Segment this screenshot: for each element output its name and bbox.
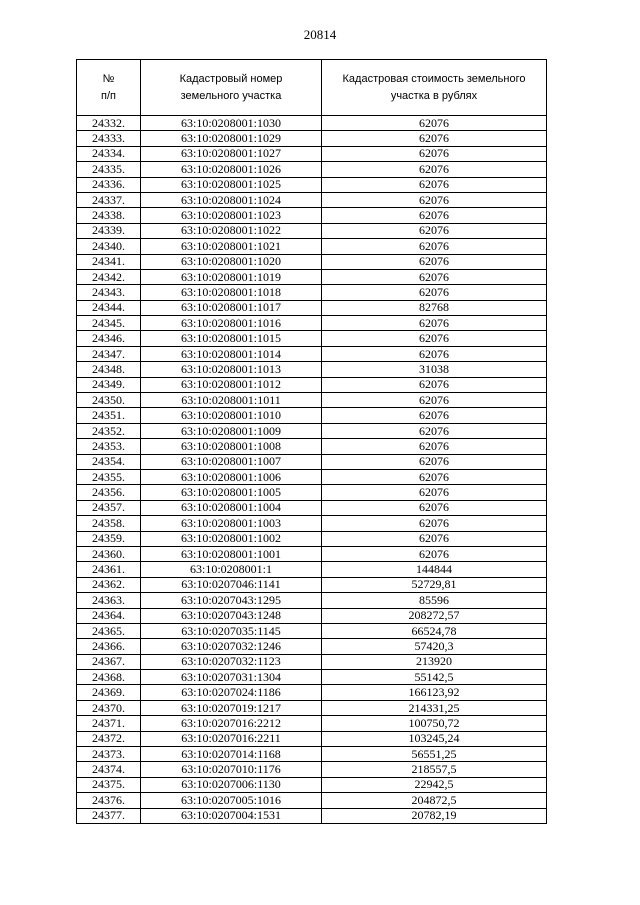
cell-cadastral-number: 63:10:0208001:1015 [141, 331, 322, 346]
cell-row-number: 24361. [77, 562, 141, 577]
cell-cadastral-number: 63:10:0208001:1027 [141, 146, 322, 161]
cell-cadastral-number: 63:10:0207032:1246 [141, 639, 322, 654]
table-row [77, 654, 547, 669]
cell-cadastral-value: 62076 [322, 269, 547, 284]
cell-row-number: 24359. [77, 531, 141, 546]
cell-row-number: 24366. [77, 639, 141, 654]
table-row [77, 670, 547, 685]
cell-row-number: 24338. [77, 208, 141, 223]
table-row [77, 254, 547, 269]
cell-row-number: 24360. [77, 546, 141, 561]
cell-row-number: 24333. [77, 131, 141, 146]
cell-cadastral-value: 56551,25 [322, 747, 547, 762]
cell-cadastral-number: 63:10:0207043:1248 [141, 608, 322, 623]
table-row [77, 269, 547, 284]
table-row [77, 439, 547, 454]
cell-row-number: 24349. [77, 377, 141, 392]
cell-cadastral-value: 82768 [322, 300, 547, 315]
cell-row-number: 24368. [77, 670, 141, 685]
table-row [77, 716, 547, 731]
cell-cadastral-value: 62076 [322, 485, 547, 500]
cell-cadastral-number: 63:10:0207035:1145 [141, 623, 322, 638]
cell-cadastral-value: 85596 [322, 593, 547, 608]
cell-row-number: 24369. [77, 685, 141, 700]
cell-cadastral-value: 62076 [322, 177, 547, 192]
table-row [77, 316, 547, 331]
cell-cadastral-number: 63:10:0208001:1 [141, 562, 322, 577]
cell-row-number: 24373. [77, 747, 141, 762]
cell-cadastral-value: 57420,3 [322, 639, 547, 654]
cell-cadastral-number: 63:10:0208001:1018 [141, 285, 322, 300]
table-row [77, 146, 547, 161]
cell-row-number: 24362. [77, 577, 141, 592]
cell-cadastral-value: 31038 [322, 362, 547, 377]
cell-cadastral-number: 63:10:0207031:1304 [141, 670, 322, 685]
cell-cadastral-value: 213920 [322, 654, 547, 669]
header-cadastral-value [322, 60, 547, 116]
cell-cadastral-number: 63:10:0208001:1004 [141, 500, 322, 515]
cell-row-number: 24344. [77, 300, 141, 315]
cell-row-number: 24358. [77, 516, 141, 531]
cell-cadastral-value: 55142,5 [322, 670, 547, 685]
cell-cadastral-number: 63:10:0208001:1009 [141, 423, 322, 438]
cell-row-number: 24351. [77, 408, 141, 423]
cell-cadastral-value: 66524,78 [322, 623, 547, 638]
table-body [77, 116, 547, 824]
cell-row-number: 24374. [77, 762, 141, 777]
table-row [77, 577, 547, 592]
cell-row-number: 24375. [77, 777, 141, 792]
table-row [77, 116, 547, 131]
table-row [77, 639, 547, 654]
cell-row-number: 24365. [77, 623, 141, 638]
cell-cadastral-number: 63:10:0207005:1016 [141, 793, 322, 808]
cell-cadastral-value: 62076 [322, 146, 547, 161]
table-row [77, 608, 547, 623]
cell-cadastral-number: 63:10:0208001:1002 [141, 531, 322, 546]
cell-cadastral-number: 63:10:0208001:1023 [141, 208, 322, 223]
cell-cadastral-value: 62076 [322, 131, 547, 146]
cell-row-number: 24354. [77, 454, 141, 469]
header-row-number-label: № п/п [101, 72, 116, 102]
cell-cadastral-value: 214331,25 [322, 700, 547, 715]
header-cadastral-value-label: Кадастровая стоимость земельного участка в рублях [342, 72, 526, 102]
cell-cadastral-number: 63:10:0208001:1014 [141, 346, 322, 361]
cell-row-number: 24377. [77, 808, 141, 823]
cell-cadastral-number: 63:10:0207016:2212 [141, 716, 322, 731]
cell-cadastral-value: 62076 [322, 223, 547, 238]
cell-cadastral-number: 63:10:0208001:1020 [141, 254, 322, 269]
table-row [77, 131, 547, 146]
cell-row-number: 24357. [77, 500, 141, 515]
cell-cadastral-value: 62076 [322, 254, 547, 269]
cadastral-value-table [76, 59, 547, 824]
cell-cadastral-value: 144844 [322, 562, 547, 577]
table-row [77, 562, 547, 577]
cell-cadastral-value: 62076 [322, 393, 547, 408]
table-row [77, 346, 547, 361]
page-number: 20814 [303, 27, 337, 42]
cell-cadastral-number: 63:10:0208001:1026 [141, 162, 322, 177]
cell-row-number: 24339. [77, 223, 141, 238]
cell-cadastral-value: 62076 [322, 331, 547, 346]
cell-cadastral-value: 103245,24 [322, 731, 547, 746]
cell-row-number: 24370. [77, 700, 141, 715]
cell-row-number: 24367. [77, 654, 141, 669]
table-row [77, 623, 547, 638]
cell-cadastral-number: 63:10:0208001:1013 [141, 362, 322, 377]
cell-row-number: 24348. [77, 362, 141, 377]
cell-cadastral-value: 62076 [322, 408, 547, 423]
cell-cadastral-value: 166123,92 [322, 685, 547, 700]
cell-cadastral-value: 52729,81 [322, 577, 547, 592]
cell-row-number: 24345. [77, 316, 141, 331]
table-row [77, 192, 547, 207]
table-row [77, 793, 547, 808]
cell-cadastral-number: 63:10:0208001:1010 [141, 408, 322, 423]
cell-cadastral-number: 63:10:0208001:1012 [141, 377, 322, 392]
table-row [77, 500, 547, 515]
cell-cadastral-number: 63:10:0208001:1011 [141, 393, 322, 408]
table-row [77, 300, 547, 315]
cell-row-number: 24336. [77, 177, 141, 192]
cell-cadastral-number: 63:10:0208001:1006 [141, 469, 322, 484]
table-header-row [77, 60, 547, 116]
header-row-number [77, 60, 141, 116]
table-row [77, 700, 547, 715]
header-cadastral-number-label: Кадастровый номер земельного участка [179, 72, 283, 102]
cell-row-number: 24363. [77, 593, 141, 608]
cell-cadastral-value: 218557,5 [322, 762, 547, 777]
cell-cadastral-number: 63:10:0208001:1030 [141, 116, 322, 131]
table-row [77, 377, 547, 392]
cell-cadastral-value: 62076 [322, 239, 547, 254]
cell-cadastral-value: 20782,19 [322, 808, 547, 823]
cell-cadastral-value: 62076 [322, 316, 547, 331]
cell-cadastral-number: 63:10:0207010:1176 [141, 762, 322, 777]
cell-cadastral-number: 63:10:0208001:1022 [141, 223, 322, 238]
cell-cadastral-number: 63:10:0207032:1123 [141, 654, 322, 669]
cell-row-number: 24332. [77, 116, 141, 131]
table-row [77, 777, 547, 792]
cell-cadastral-value: 62076 [322, 377, 547, 392]
table-row [77, 762, 547, 777]
cell-row-number: 24347. [77, 346, 141, 361]
table-row [77, 546, 547, 561]
header-cadastral-number [141, 60, 322, 116]
table-row [77, 177, 547, 192]
cell-cadastral-number: 63:10:0207004:1531 [141, 808, 322, 823]
cell-cadastral-value: 62076 [322, 162, 547, 177]
cell-row-number: 24342. [77, 269, 141, 284]
table-row [77, 393, 547, 408]
table-row [77, 731, 547, 746]
table-row [77, 593, 547, 608]
cell-cadastral-number: 63:10:0207024:1186 [141, 685, 322, 700]
cell-cadastral-number: 63:10:0208001:1003 [141, 516, 322, 531]
cell-cadastral-number: 63:10:0207019:1217 [141, 700, 322, 715]
table-row [77, 208, 547, 223]
cell-cadastral-number: 63:10:0208001:1024 [141, 192, 322, 207]
cell-cadastral-number: 63:10:0208001:1017 [141, 300, 322, 315]
cell-row-number: 24337. [77, 192, 141, 207]
cell-cadastral-value: 100750,72 [322, 716, 547, 731]
table-row [77, 162, 547, 177]
cell-row-number: 24356. [77, 485, 141, 500]
table-row [77, 469, 547, 484]
cell-cadastral-value: 62076 [322, 285, 547, 300]
cell-cadastral-value: 22942,5 [322, 777, 547, 792]
cell-row-number: 24335. [77, 162, 141, 177]
table-row [77, 454, 547, 469]
cell-row-number: 24350. [77, 393, 141, 408]
table-row [77, 485, 547, 500]
cell-row-number: 24340. [77, 239, 141, 254]
table-row [77, 223, 547, 238]
cell-row-number: 24371. [77, 716, 141, 731]
cell-cadastral-number: 63:10:0208001:1029 [141, 131, 322, 146]
cell-cadastral-value: 62076 [322, 116, 547, 131]
table-row [77, 408, 547, 423]
cell-cadastral-value: 62076 [322, 208, 547, 223]
table-row [77, 685, 547, 700]
cell-cadastral-value: 62076 [322, 531, 547, 546]
cell-row-number: 24346. [77, 331, 141, 346]
cell-cadastral-number: 63:10:0208001:1005 [141, 485, 322, 500]
cell-cadastral-number: 63:10:0208001:1008 [141, 439, 322, 454]
table-row [77, 516, 547, 531]
cell-row-number: 24355. [77, 469, 141, 484]
cell-row-number: 24341. [77, 254, 141, 269]
cell-cadastral-number: 63:10:0207046:1141 [141, 577, 322, 592]
cell-row-number: 24343. [77, 285, 141, 300]
cell-cadastral-number: 63:10:0208001:1019 [141, 269, 322, 284]
cell-cadastral-value: 62076 [322, 454, 547, 469]
cell-row-number: 24364. [77, 608, 141, 623]
cell-cadastral-number: 63:10:0208001:1016 [141, 316, 322, 331]
cell-cadastral-value: 62076 [322, 346, 547, 361]
cell-cadastral-number: 63:10:0208001:1025 [141, 177, 322, 192]
cell-cadastral-value: 62076 [322, 500, 547, 515]
cell-cadastral-number: 63:10:0208001:1001 [141, 546, 322, 561]
cell-cadastral-value: 62076 [322, 516, 547, 531]
cell-cadastral-value: 62076 [322, 469, 547, 484]
cell-cadastral-value: 62076 [322, 192, 547, 207]
cell-cadastral-value: 62076 [322, 423, 547, 438]
cell-cadastral-value: 204872,5 [322, 793, 547, 808]
cell-cadastral-number: 63:10:0208001:1007 [141, 454, 322, 469]
cell-row-number: 24352. [77, 423, 141, 438]
cell-row-number: 24334. [77, 146, 141, 161]
table-row [77, 285, 547, 300]
cell-cadastral-number: 63:10:0207043:1295 [141, 593, 322, 608]
cell-cadastral-number: 63:10:0207006:1130 [141, 777, 322, 792]
cell-cadastral-number: 63:10:0207014:1168 [141, 747, 322, 762]
cell-row-number: 24376. [77, 793, 141, 808]
cell-row-number: 24353. [77, 439, 141, 454]
table-row [77, 423, 547, 438]
cell-cadastral-number: 63:10:0207016:2211 [141, 731, 322, 746]
table-row [77, 747, 547, 762]
table-row [77, 239, 547, 254]
cell-cadastral-value: 208272,57 [322, 608, 547, 623]
table-row [77, 331, 547, 346]
cell-cadastral-value: 62076 [322, 439, 547, 454]
cell-row-number: 24372. [77, 731, 141, 746]
cell-cadastral-number: 63:10:0208001:1021 [141, 239, 322, 254]
cell-cadastral-value: 62076 [322, 546, 547, 561]
table-row [77, 362, 547, 377]
table-row [77, 808, 547, 823]
table-row [77, 531, 547, 546]
